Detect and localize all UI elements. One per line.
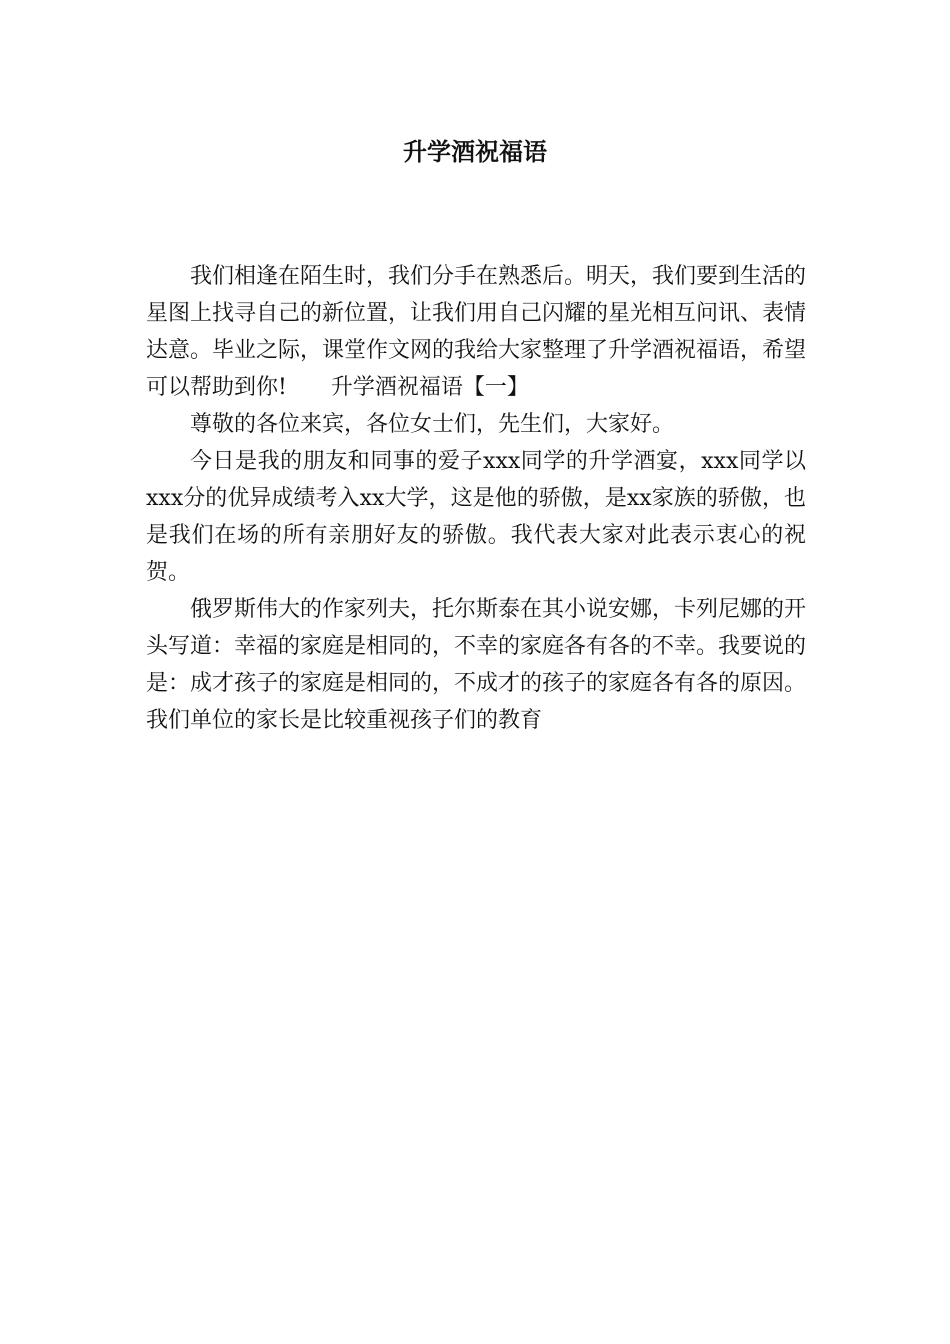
- document-body: [146, 258, 806, 739]
- paragraph-tolstoy: 俄罗斯伟大的作家列夫，托尔斯泰在其小说安娜，卡列尼娜的开头写道：幸福的家庭是相同的，不幸的家庭各有各的不幸。我要说的是：成才孩子的家庭是相同的，不成才的孩子的家庭各有各的原因。我们单位的家长是比较重视孩子们的教育: [146, 597, 807, 733]
- section-heading: 升学酒祝福语【一】: [330, 375, 529, 400]
- paragraph-congratulation: 今日是我的朋友和同事的爱子xxx同学的升学酒宴，xxx同学以xxx分的优异成绩考入xx大学，这是他的骄傲，是xx家族的骄傲，也是我们在场的所有亲朋好友的骄傲。我代表大家对此表示衷心的祝贺。: [146, 449, 806, 585]
- paragraph-greeting: 尊敬的各位来宾，各位女士们，先生们，大家好。: [190, 412, 675, 437]
- document-title: 升学酒祝福语: [403, 137, 547, 166]
- paragraph-intro: [146, 258, 806, 406]
- intro-text: 我们相逢在陌生时，我们分手在熟悉后。明天，我们要到生活的星图上找寻自己的新位置，让我们用自己闪耀的星光相互问讯、表情达意。毕业之际，课堂作文网的我给大家整理了升学酒祝福语，希望可以帮助到你!: [146, 264, 807, 400]
